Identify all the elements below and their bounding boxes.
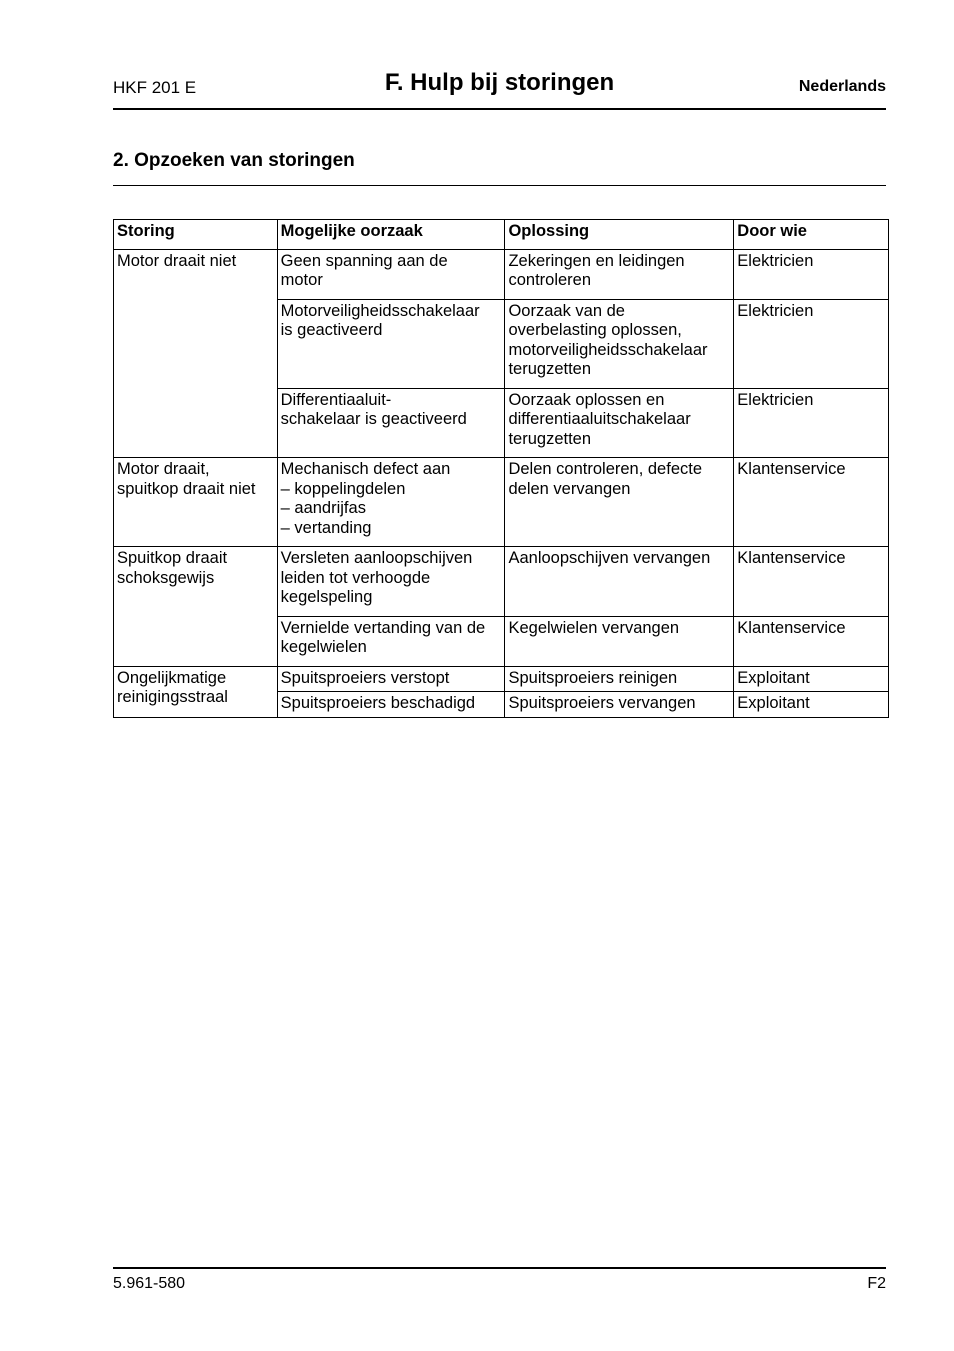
fault-text: Spuitkop draait xyxy=(117,549,228,567)
who-cell: Elektricien xyxy=(734,388,889,458)
cause-cell xyxy=(277,616,505,666)
column-header-who: Door wie xyxy=(734,220,889,250)
solution-text: motorveiligheidsschakelaar xyxy=(508,340,708,359)
fault-text: Motor draait, xyxy=(117,460,210,478)
table-row xyxy=(114,547,889,617)
document-number: 5.961-580 xyxy=(113,1275,186,1292)
solution-text: terugzetten xyxy=(508,360,592,378)
solution-cell xyxy=(505,299,734,388)
cause-cell xyxy=(277,299,505,388)
cause-text: kegelwielen xyxy=(280,638,367,656)
solution-cell xyxy=(505,458,734,547)
solution-cell xyxy=(505,547,734,617)
cause-text: schakelaar is geactiveerd xyxy=(280,410,467,428)
solution-text: Kegelwielen vervangen xyxy=(508,618,680,637)
column-header-cause: Mogelijke oorzaak xyxy=(277,220,505,250)
who-cell: Elektricien xyxy=(734,249,889,299)
footer-divider xyxy=(113,1267,886,1269)
page-header xyxy=(113,66,886,108)
cause-cell xyxy=(277,249,505,299)
table-row xyxy=(114,666,889,692)
fault-text: Ongelijkmatige xyxy=(117,668,227,687)
cause-text: Vernielde vertanding van de xyxy=(280,618,486,637)
cause-cell xyxy=(277,547,505,617)
fault-text: spuitkop draait niet xyxy=(117,479,256,498)
column-header-fault: Storing xyxy=(114,220,278,250)
cause-text: leiden tot verhoogde xyxy=(280,568,431,587)
cause-text: motor xyxy=(280,271,323,289)
fault-cell xyxy=(114,666,278,717)
model-label: HKF 201 E xyxy=(113,78,197,97)
solution-text: Aanloopschijven vervangen xyxy=(508,549,711,567)
cause-text: Motorveiligheidsschakelaar xyxy=(280,301,480,320)
cause-cell xyxy=(277,666,505,692)
page-number: F2 xyxy=(867,1275,886,1292)
solution-text: Oorzaak van de xyxy=(508,301,625,320)
solution-text: overbelasting oplossen, xyxy=(508,321,682,339)
who-cell: Klantenservice xyxy=(734,547,889,617)
cause-text: Spuitsproeiers verstopt xyxy=(280,668,450,687)
who-cell: Elektricien xyxy=(734,299,889,388)
who-cell: Exploitant xyxy=(734,666,889,692)
cause-text: – vertanding xyxy=(280,518,372,537)
cause-text: is geactiveerd xyxy=(280,321,383,339)
fault-cell xyxy=(114,249,278,458)
solution-text: differentiaaluitschakelaar xyxy=(508,410,691,428)
who-cell: Exploitant xyxy=(734,692,889,718)
solution-text: Zekeringen en leidingen xyxy=(508,251,685,270)
solution-cell xyxy=(505,616,734,666)
cause-cell xyxy=(277,692,505,718)
fault-text: schoksgewijs xyxy=(117,568,215,587)
cause-cell xyxy=(277,458,505,547)
fault-text: Motor draait niet xyxy=(117,251,237,270)
fault-cell xyxy=(114,547,278,667)
cause-cell xyxy=(277,388,505,458)
fault-cell xyxy=(114,458,278,547)
solution-text: delen vervangen xyxy=(508,479,631,498)
solution-text: controleren xyxy=(508,271,592,289)
table-row xyxy=(114,249,889,299)
solution-text: Oorzaak oplossen en xyxy=(508,390,665,409)
solution-text: terugzetten xyxy=(508,429,592,448)
cause-text: – koppelingdelen xyxy=(280,479,406,498)
solution-cell xyxy=(505,666,734,692)
header-divider xyxy=(113,108,886,110)
solution-text: Spuitsproeiers vervangen xyxy=(508,694,696,712)
cause-text: Geen spanning aan de xyxy=(280,251,448,270)
cause-text: Spuitsproeiers beschadigd xyxy=(280,694,476,712)
table-header-row xyxy=(114,220,889,250)
cause-text: – aandrijfas xyxy=(280,499,366,517)
cause-text: Mechanisch defect aan xyxy=(280,460,451,478)
chapter-title: F. Hulp bij storingen xyxy=(384,69,615,96)
cause-text: Versleten aanloopschijven xyxy=(280,549,473,567)
cause-text: Differentiaaluit- xyxy=(280,390,392,409)
solution-text: Spuitsproeiers reinigen xyxy=(508,668,678,687)
table-row xyxy=(114,458,889,547)
solution-cell xyxy=(505,249,734,299)
column-header-solution: Oplossing xyxy=(505,220,734,250)
language-label: Nederlands xyxy=(798,78,886,95)
who-cell: Klantenservice xyxy=(734,458,889,547)
solution-cell xyxy=(505,388,734,458)
section-title: 2. Opzoeken van storingen xyxy=(113,150,355,171)
section-divider xyxy=(113,185,886,186)
troubleshooting-table xyxy=(113,219,889,718)
fault-text: reinigingsstraal xyxy=(117,688,228,706)
solution-text: Delen controleren, defecte xyxy=(508,460,703,478)
solution-cell xyxy=(505,692,734,718)
cause-text: kegelspeling xyxy=(280,588,373,606)
who-cell: Klantenservice xyxy=(734,616,889,666)
